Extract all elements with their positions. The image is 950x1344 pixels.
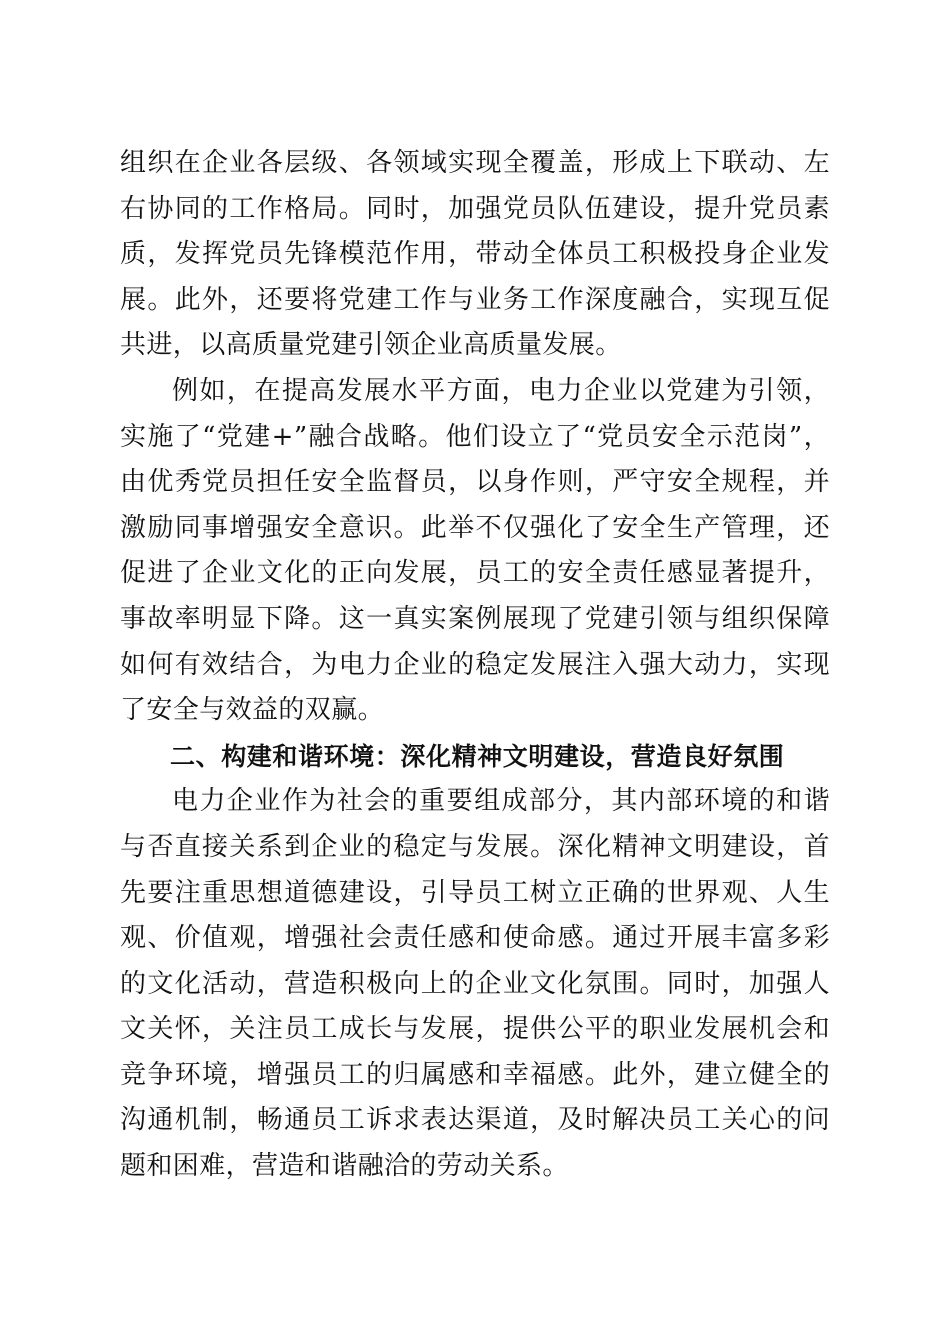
paragraph-harmony: 电力企业作为社会的重要组成部分，其内部环境的和谐与否直接关系到企业的稳定与发展。深化精神文明建设，首先要注重思想道德建设，引导员工树立正确的世界观、人生观、价值观，增强社会责任感和使命感。通过开展丰富多彩的文化活动，营造积极向上的企业文化氛围。同时，加强人文关怀，关注员工成长与发展，提供公平的职业发展机会和竞争环境，增强员工的归属感和幸福感。此外，建立健全的沟通机制，畅通员工诉求表达渠道，及时解决员工关心的问题和困难，营造和谐融洽的劳动关系。 <box>120 786 830 1182</box>
paragraph-example: 例如，在提高发展水平方面，电力企业以党建为引领，实施了“党建+”融合战略。他们设立了“党员安全示范岗”，由优秀党员担任安全监督员，以身作则，严守安全规程，并激励同事增强安全意识。此举不仅强化了安全生产管理，还促进了企业文化的正向发展，员工的安全责任感显著提升，事故率明显下降。这一真实案例展现了党建引领与组织保障如何有效结合，为电力企业的稳定发展注入强大动力，实现了安全与效益的双赢。 <box>120 375 830 726</box>
paragraph-continuation: 组织在企业各层级、各领域实现全覆盖，形成上下联动、左右协同的工作格局。同时，加强党员队伍建设，提升党员素质，发挥党员先锋模范作用，带动全体员工积极投身企业发展。此外，还要将党建工作与业务工作深度融合，实现互促共进，以高质量党建引领企业高质量发展。 <box>120 148 830 361</box>
section-heading-2: 二、构建和谐环境：深化精神文明建设，营造良好氛围 <box>170 741 785 771</box>
document-body <box>120 141 830 1190</box>
